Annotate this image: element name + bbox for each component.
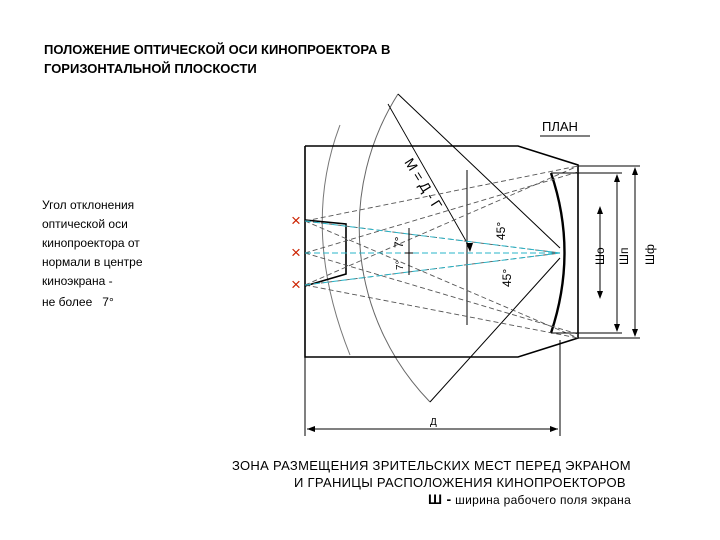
caption-definition: ширина рабочего поля экрана bbox=[451, 493, 632, 507]
title-line-1: ПОЛОЖЕНИЕ ОПТИЧЕСКОЙ ОСИ КИНОПРОЕКТОРА В bbox=[44, 42, 391, 57]
note-line-4: нормали в центре bbox=[42, 255, 143, 269]
length-dim-arrow-left bbox=[307, 426, 315, 432]
length-label: Д bbox=[430, 417, 437, 428]
note-line-1: Угол отклонения bbox=[42, 198, 135, 212]
note-line-3: кинопроектора от bbox=[42, 236, 140, 250]
note-limit-value: 7° bbox=[102, 295, 114, 309]
angle-45-top-label: 45° bbox=[494, 221, 508, 240]
note-line-5: киноэкрана - bbox=[42, 274, 113, 288]
sight-line-45-bottom bbox=[430, 258, 560, 402]
note-line-2: оптической оси bbox=[42, 217, 128, 231]
shp-label: Шп bbox=[617, 247, 631, 265]
projector-marker-3: × bbox=[291, 275, 301, 294]
angle-7-top-label: 7° bbox=[392, 236, 406, 248]
caption-line-3 bbox=[232, 491, 672, 509]
note-limit-prefix: не более bbox=[42, 295, 93, 309]
sho-label: Шо bbox=[593, 247, 607, 265]
minimum-distance-formula: М = Д - Г bbox=[401, 155, 446, 213]
angle-45-bottom-label: 45° bbox=[500, 268, 514, 287]
projector-marker-1: × bbox=[291, 211, 301, 230]
diagram-caption bbox=[232, 457, 672, 509]
angle-7-bottom-label: 7° bbox=[395, 260, 406, 270]
plan-label: ПЛАН bbox=[542, 119, 578, 134]
caption-line-2: И ГРАНИЦЫ РАСПОЛОЖЕНИЯ КИНОПРОЕКТОРОВ bbox=[294, 475, 626, 490]
shf-label: Шф bbox=[643, 244, 657, 265]
length-dim-arrow-right bbox=[550, 426, 558, 432]
caption-symbol: Ш - bbox=[428, 491, 452, 507]
caption-line-1: ЗОНА РАЗМЕЩЕНИЯ ЗРИТЕЛЬСКИХ МЕСТ ПЕРЕД ЭКРАНОМ bbox=[232, 458, 631, 473]
title-line-2: ГОРИЗОНТАЛЬНОЙ ПЛОСКОСТИ bbox=[44, 61, 257, 76]
projector-marker-2: × bbox=[291, 243, 301, 262]
